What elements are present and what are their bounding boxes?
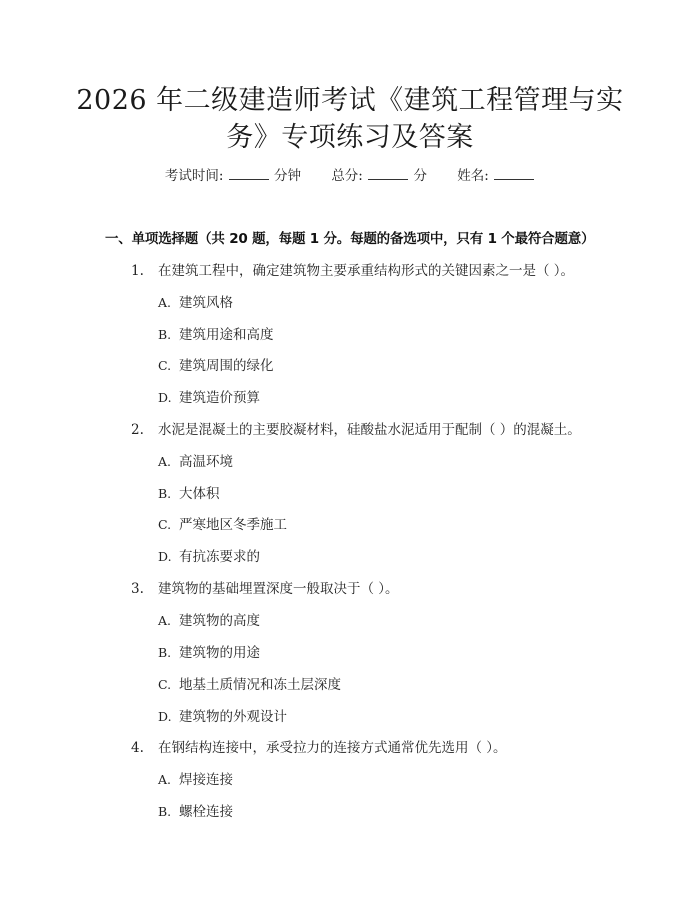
option-text: 建筑用途和高度 [179, 327, 274, 343]
exam-meta-line [0, 166, 700, 186]
question-text: 建筑物的基础埋置深度一般取决于（ ）。 [158, 581, 399, 597]
exam-time-unit: 分钟 [274, 168, 302, 184]
option-label: C. [158, 358, 172, 373]
option-label: C. [158, 517, 172, 532]
question-number: 1. [131, 263, 144, 279]
option-text: 有抗冻要求的 [179, 549, 260, 565]
option-label: B. [158, 645, 172, 660]
question-text: 在建筑工程中，确定建筑物主要承重结构形式的关键因素之一是（ ）。 [158, 263, 575, 279]
total-score-field [331, 166, 427, 186]
option-label: B. [158, 327, 172, 342]
exam-time-field [165, 166, 301, 186]
option-label: D. [158, 549, 172, 564]
document-title-line-2: 务》专项练习及答案 [226, 122, 474, 153]
option-label: B. [158, 486, 172, 501]
option-text: 建筑物的外观设计 [179, 709, 287, 725]
total-score-unit: 分 [413, 168, 427, 184]
option-text: 大体积 [179, 486, 220, 502]
total-score-blank [368, 166, 408, 180]
question-number: 3. [131, 581, 144, 597]
option-label: A. [158, 295, 172, 310]
name-blank [494, 166, 534, 180]
exam-time-blank [229, 166, 269, 180]
option-label: A. [158, 454, 172, 469]
name-field [457, 166, 535, 186]
option-label: C. [158, 677, 172, 692]
question-number: 2. [131, 422, 144, 438]
option-text: 严寒地区冬季施工 [179, 517, 287, 533]
option-text: 建筑物的用途 [179, 645, 260, 661]
option-label: D. [158, 709, 172, 724]
question-number: 4. [131, 740, 144, 756]
option-text: 地基土质情况和冻土层深度 [179, 677, 341, 693]
option-text: 螺栓连接 [179, 804, 233, 820]
section-heading: 一、单项选择题（共 20 题，每题 1 分。每题的备选项中，只有 1 个最符合题意） [105, 231, 595, 247]
question-text: 水泥是混凝土的主要胶凝材料，硅酸盐水泥适用于配制（ ）的混凝土。 [158, 422, 581, 438]
option-text: 建筑造价预算 [179, 390, 260, 406]
exam-time-label: 考试时间: [164, 168, 224, 184]
option-text: 高温环境 [179, 454, 233, 470]
option-label: A. [158, 613, 172, 628]
option-text: 建筑风格 [179, 295, 233, 311]
document-title-line-1: 2026 年二级建造师考试《建筑工程管理与实 [76, 85, 624, 116]
option-text: 建筑物的高度 [179, 613, 260, 629]
option-text: 建筑周围的绿化 [179, 358, 274, 374]
option-label: D. [158, 390, 172, 405]
name-label: 姓名: [457, 168, 489, 184]
total-score-label: 总分: [331, 168, 363, 184]
question-text: 在钢结构连接中，承受拉力的连接方式通常优先选用（ ）。 [158, 740, 507, 756]
option-text: 焊接连接 [179, 772, 233, 788]
option-label: B. [158, 804, 172, 819]
option-label: A. [158, 772, 172, 787]
